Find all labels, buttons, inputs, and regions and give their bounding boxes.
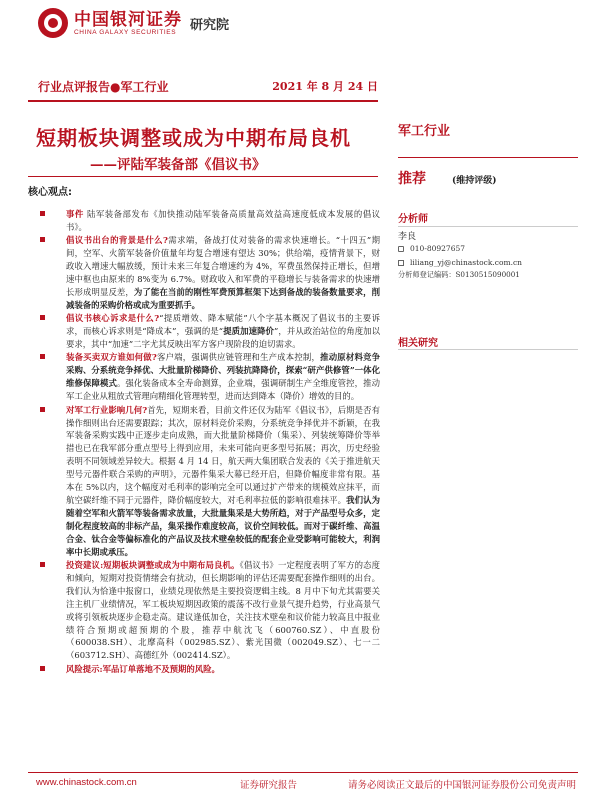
paragraph-background xyxy=(40,234,380,311)
paragraph-text: 陆军装备部发布《加快推动陆军装备高质量高效益高速度低成本发展的倡议书》。 xyxy=(66,209,380,232)
analyst-cert: 分析师登记编码：S0130515090001 xyxy=(398,270,520,279)
paragraph-red-bold: 短期板块调整或成为中期布局良机。 xyxy=(103,559,240,570)
paragraph-lead: 投资建议: xyxy=(66,559,104,570)
email-icon xyxy=(398,260,404,266)
bullet-icon xyxy=(40,354,45,359)
logo-english-name: CHINA GALAXY SECURITIES xyxy=(74,28,177,36)
report-subtitle: ——评陆军装备部《倡议书》 xyxy=(90,157,266,173)
paragraph-risk xyxy=(40,663,380,676)
paragraph-impact xyxy=(40,404,380,559)
footer-disclaimer: 请务必阅读正文最后的中国银河证券股份公司免责声明 xyxy=(347,780,576,791)
galaxy-logo-icon xyxy=(38,8,68,38)
paragraph-lead: 倡议书出台的背景是什么? xyxy=(66,235,168,246)
report-date: 2021 年 8 月 24 日 xyxy=(272,80,378,93)
related-research-heading: 相关研究 xyxy=(398,338,438,349)
analyst-email xyxy=(398,258,522,267)
title-divider xyxy=(28,176,378,177)
paragraph-bold: 我们认为随着空军和火箭军等装备需求放量，大批量集采是大势所趋，对于产品型号众多，定制化程度较高的非标产品，集采操作难度较高，议价空间较低。而对于碳纤维、高温合金、钛合金等偏标准化的产品议及技术壁垒较低的配套企业受影响可能较大，利润率中长期或承压。 xyxy=(66,494,380,557)
paragraph-text: 《倡议书》一定程度表明了军方的态度和倾向，短期对投资情绪会有扰动，但长期影响的评估还需要配套操作细则的出台。我们认为恰逢中报窗口，业绩兑现依然是主要投资逻辑主线。8 月中下旬尤其需要关注主机厂业绩情况，军工板块短期因政策的震荡不改行业景气提升趋势，行业高景气或将引领板块逐步企稳走高。建议逢低加仓，关注技术壁垒和议价能力较高且中报业绩符合预期或超预期的个股，推荐中航沈飞（600760.SZ）、中直股份（600038.SH）、北摩高科（002985.SZ）、紫光国微（002049.SZ）、七一二（603712.SH）、高德红外（002414.SZ）。 xyxy=(66,559,380,661)
bullet-icon xyxy=(40,315,45,320)
paragraph-bold: 提质加速降价 xyxy=(223,326,275,337)
sidebar xyxy=(398,120,578,188)
footer-divider xyxy=(28,772,578,773)
bullet-icon xyxy=(40,562,45,567)
email-address[interactable]: liliang_yj@chinastock.com.cn xyxy=(410,258,522,267)
related-divider xyxy=(398,349,578,350)
paragraph-investment-advice xyxy=(40,559,380,662)
report-body xyxy=(40,208,380,676)
bullet-icon xyxy=(40,666,45,671)
rating-value: 推荐 xyxy=(398,171,426,187)
rating-block xyxy=(398,168,578,188)
paragraph-lead: 事件 xyxy=(66,209,84,219)
sidebar-industry: 军工行业 xyxy=(398,124,451,139)
paragraph-core-demand xyxy=(40,312,380,351)
paragraph-bold: 为了能在当前的刚性军费预算框架下达到备战的装备数量要求，削减装备的采购价格或成为重要抓手。 xyxy=(66,286,381,310)
paragraph-lead: 对军工行业影响几何? xyxy=(66,404,148,415)
paragraph-tail: ”，并从政治站位的角度加以要求，其中“加速”二字尤其反映出军方客户现阶段的迫切需求。 xyxy=(66,326,381,350)
footer-report-type: 证券研究报告 xyxy=(240,780,298,791)
phone-icon xyxy=(398,246,404,252)
brand-logo xyxy=(38,8,229,38)
paragraph-bold: 推动原材料竞争采购、分系统竞争择优、大批量阶梯降价、列装抗降降价，探索“研产供修管”一体化维修保障模式 xyxy=(66,352,380,389)
bullet-icon xyxy=(40,211,45,216)
paragraph-tail: 。强化装备成本全寿命测算，企业端，强调研制生产全维度管控，推动军工企业从粗放式管理向精细化管理转型，进而达到降本（降价）增效的目的。 xyxy=(66,378,380,402)
phone-number: 010-80927657 xyxy=(410,244,466,253)
paragraph-lead: 风险提示: xyxy=(66,663,103,674)
report-title: 短期板块调整或成为中期布局良机 xyxy=(36,126,351,150)
analyst-name: 李良 xyxy=(398,232,417,242)
footer-website[interactable]: www.chinastock.com.cn xyxy=(36,777,137,788)
paragraph-text: 首先，短期来看，目前文件还仅为陆军《倡议书》，后期是否有操作细则出台还需要跟踪；其次，原材料竞价采购，分系统竞争择优并不新颖，在我军装备采购实践中正逐步走向成熟，而大批量阶梯降价（集采）、列装统筹降价等举措也已在我军部分重点型号上得到应用，未来可能向更多型号拓展；再次，历史经验表明不同领域差异较大。根据 4 月 14 日，航天两大集团联合发表的《关于推进航天型号元器件联合采购的声明》，元器件集采大幕已经开启，但降价幅度非常有限。基本在 5%以内，这个幅度对毛利率的影响完全可以通过扩产带来的规模效应抹平，而航空碳纤维不同于元器件，降价幅度较大，对毛利率拉低的影响很难抹平。 xyxy=(66,404,380,505)
paragraph-text: “提质增效、降本赋能”八个字基本概况了倡议书的主要诉求，而核心诉求则是“降成本”，强调的是“ xyxy=(66,313,380,337)
paragraph-text: 客户端，强调供应链管理和生产成本控制， xyxy=(156,352,321,363)
paragraph-event xyxy=(40,208,380,234)
logo-chinese-name: 中国银河证券 xyxy=(74,9,182,30)
bullet-icon xyxy=(40,407,45,412)
report-meta-bar xyxy=(28,72,378,98)
analyst-divider xyxy=(398,226,578,227)
sidebar-divider xyxy=(398,157,578,158)
report-type: 行业点评报告●军工行业 xyxy=(38,80,169,94)
paragraph-red-bold: 军品订单落地不及预期的风险。 xyxy=(102,663,220,674)
paragraph-lead: 倡议书核心诉求是什么? xyxy=(66,313,160,324)
paragraph-lead: 装备买卖双方谁如何做? xyxy=(66,352,157,363)
header-divider xyxy=(28,100,378,102)
analyst-phone xyxy=(398,244,465,253)
bullet-icon xyxy=(40,237,45,242)
rating-note: (维持评级) xyxy=(452,176,497,186)
paragraph-buyer-seller xyxy=(40,351,380,403)
institute-label: 研究院 xyxy=(190,17,230,33)
core-views-heading: 核心观点: xyxy=(28,187,72,198)
paragraph-text: 需求端，备战打仗对装备的需求快速增长。“十四五”期间，空军、火箭军装备价值量年均复合增速有望达 30%；供给端，疫情背景下，财政收入增速大幅放缓，预计未来三年复合增速约为 4%，军费虽然保持正增长，但增速中枢也由原来的 8%变为 6.7%。财政收入和军费的平稳增长与装备需求的快速增长形成明显反差， xyxy=(66,235,380,297)
analyst-heading: 分析师 xyxy=(398,214,428,225)
